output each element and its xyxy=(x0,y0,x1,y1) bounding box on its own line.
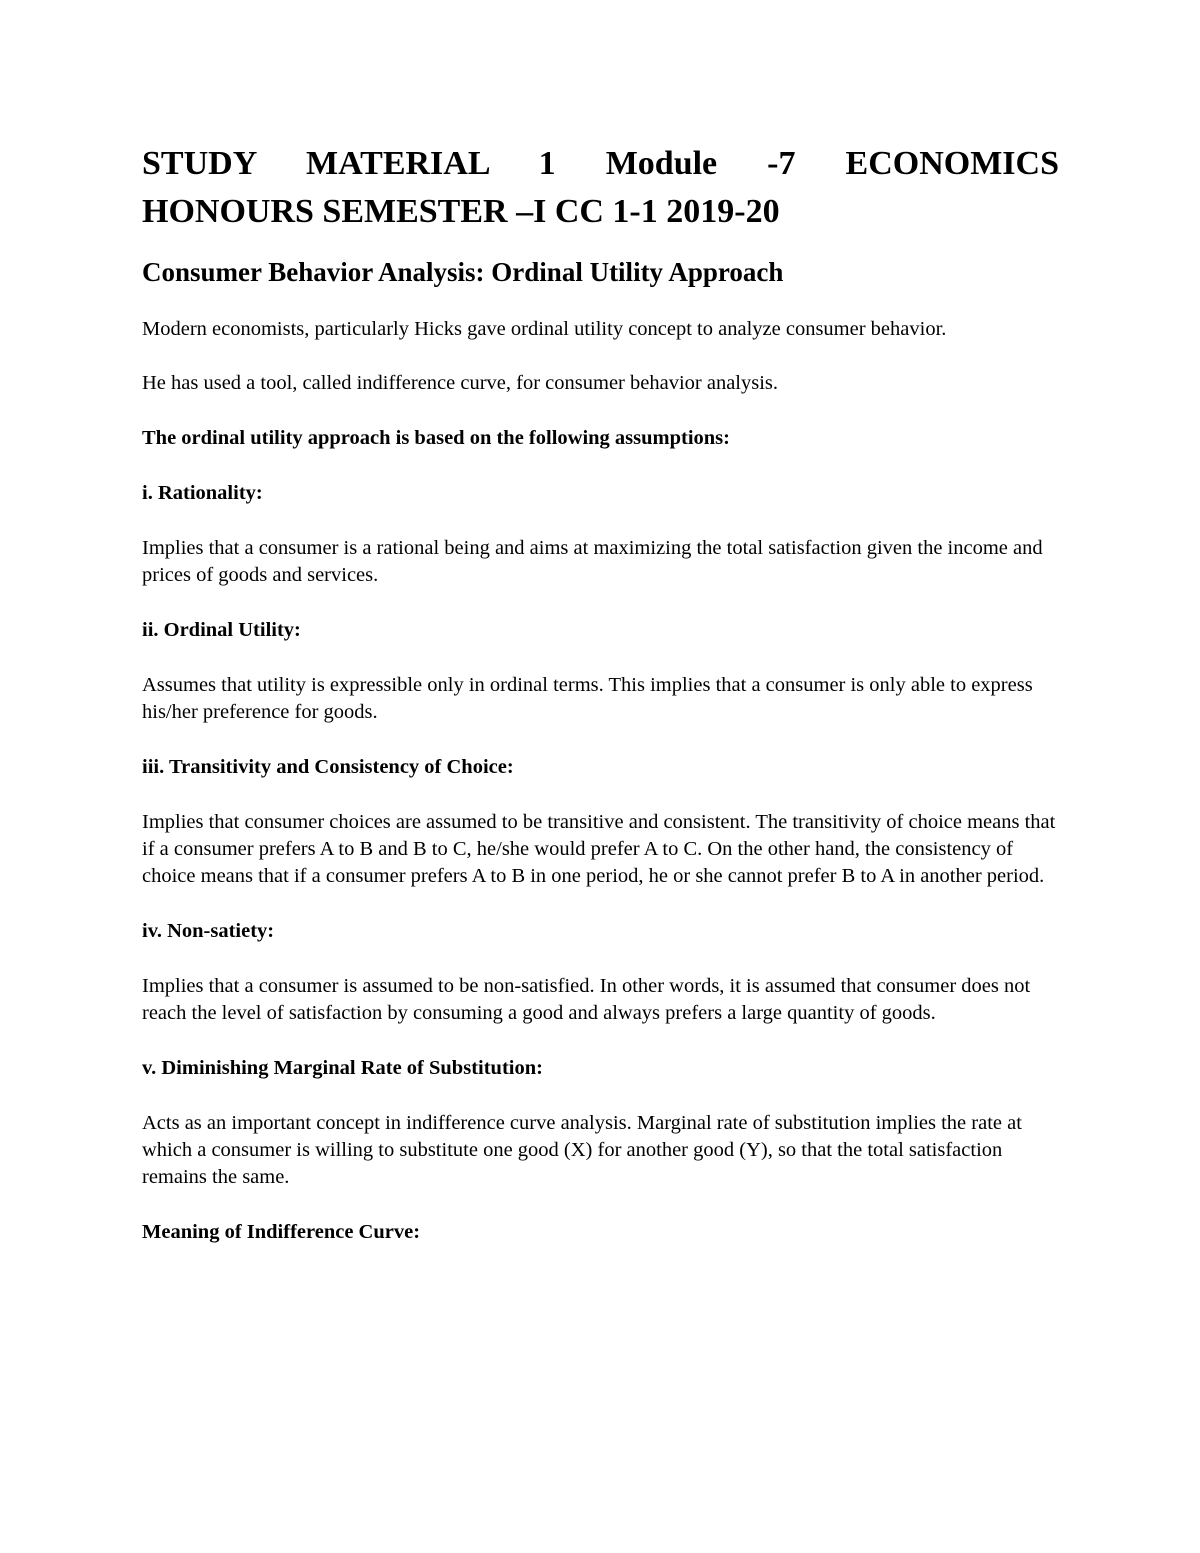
assumption-4-text: Implies that a consumer is assumed to be non-satisfied. In other words, it is assumed that consumer does not reach the level of satisfaction by consuming a good and always prefers a large quantity of goods. xyxy=(142,975,1031,1024)
document-subtitle: Consumer Behavior Analysis: Ordinal Utility Approach xyxy=(142,257,784,287)
indifference-curve-heading: Meaning of Indifference Curve: xyxy=(142,1221,421,1243)
document-page xyxy=(142,140,1059,1246)
assumptions-heading: The ordinal utility approach is based on the following assumptions: xyxy=(142,427,730,449)
assumption-2-heading: ii. Ordinal Utility: xyxy=(142,619,301,641)
assumption-4-heading: iv. Non-satiety: xyxy=(142,920,275,942)
intro-paragraph-1: Modern economists, particularly Hicks gave ordinal utility concept to analyze consumer behavior. xyxy=(142,318,947,340)
assumption-5-text: Acts as an important concept in indifference curve analysis. Marginal rate of substitution implies the rate at which a consumer is willing to substitute one good (X) for another good (Y), so that the total satisfaction remains the same. xyxy=(142,1112,1022,1188)
assumption-5-heading: v. Diminishing Marginal Rate of Substitution: xyxy=(142,1057,543,1079)
assumption-3-text: Implies that consumer choices are assumed to be transitive and consistent. The transitivity of choice means that if a consumer prefers A to B and B to C, he/she would prefer A to C. On the other hand, the consistency of choice means that if a consumer prefers A to B in one period, he or she cannot prefer B to A in another period. xyxy=(142,811,1056,887)
document-title-line-1: STUDY MATERIAL 1 Module -7 ECONOMICS xyxy=(142,145,1059,182)
intro-paragraph-2: He has used a tool, called indifference curve, for consumer behavior analysis. xyxy=(142,372,779,394)
assumption-1-heading: i. Rationality: xyxy=(142,482,263,504)
document-title xyxy=(142,140,1059,236)
assumption-2-text: Assumes that utility is expressible only in ordinal terms. This implies that a consumer is only able to express his/her preference for goods. xyxy=(142,674,1033,723)
assumption-1-text: Implies that a consumer is a rational being and aims at maximizing the total satisfaction given the income and prices of goods and services. xyxy=(142,537,1043,586)
document-title-line-2: HONOURS SEMESTER –I CC 1-1 2019-20 xyxy=(142,193,780,230)
assumption-3-heading: iii. Transitivity and Consistency of Choice: xyxy=(142,756,514,778)
